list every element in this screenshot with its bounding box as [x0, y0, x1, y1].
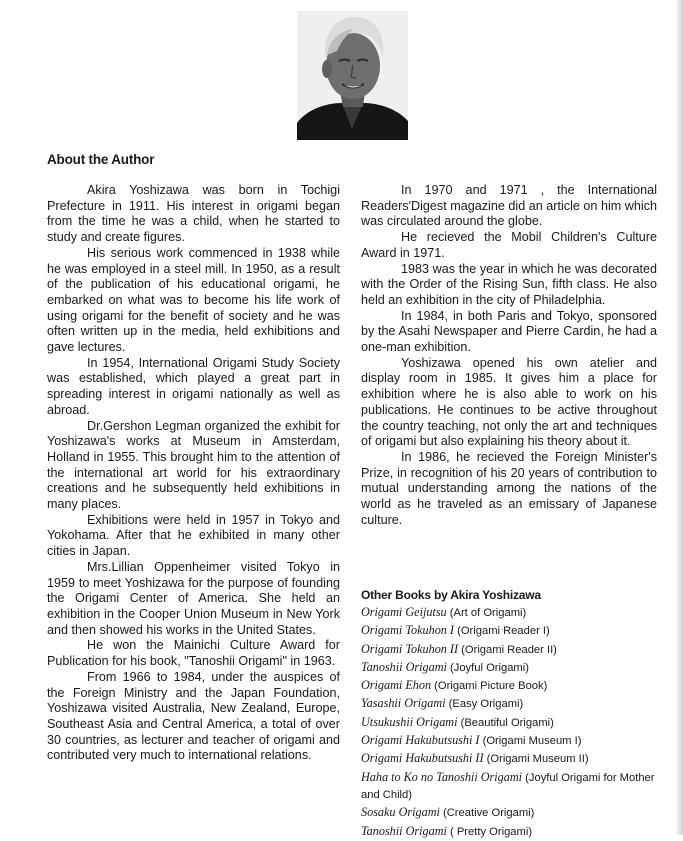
book-list-item — [361, 732, 661, 750]
paragraph: From 1966 to 1984, under the auspices of the Foreign Ministry and the Japan Foundation, Yoshizawa visited Australia, New Zealand, Europe, Southeast Asia and Central America, a total of over 30 countries, as lecturer and teacher of origami and contributed very much to international relations. — [47, 669, 340, 763]
paragraph: Dr.Gershon Legman organized the exhibit for Yoshizawa's works at Museum in Amsterdam, Holland in 1955. This brought him to the attention of the international art world for his extraordinary creations and he subsequently held exhibitions in many places. — [47, 418, 340, 512]
book-list-item — [361, 769, 661, 805]
paragraph: His serious work commenced in 1938 while he was employed in a steel mill. In 1950, as a result of the publication of his educational origami, he embarked on what was to become his life work of using origami for the benefit of society and he was often written up in the media, held exhibitions and gave lectures. — [47, 245, 340, 355]
book-translation: (Origami Museum I) — [479, 735, 582, 748]
paragraph: Akira Yoshizawa was born in Tochigi Prefecture in 1911. His interest in origami began from the time he was a child, when he started to study and create figures. — [47, 183, 340, 245]
paragraph: In 1986, he recieved the Foreign Minister's Prize, in recognition of his 20 years of contribution to mutual understanding among the nations of the world as he traveled as an emissary of Japanese culture. — [361, 449, 657, 527]
author-portrait — [297, 11, 408, 140]
other-books-list — [361, 604, 661, 841]
book-title: Origami Tokuhon II — [361, 641, 459, 656]
paragraph: Mrs.Lillian Oppenheimer visited Tokyo in 1959 to meet Yoshizawa for the purpose of founding the Origami Center of America. She held an exhibition in the Cooper Union Museum in New York and then showed his works in the United States. — [47, 559, 340, 637]
book-title: Tanoshii Origami — [361, 659, 447, 674]
book-translation: (Art of Origami) — [446, 607, 527, 619]
book-list-item — [361, 823, 661, 841]
book-title: Origami Tokuhon I — [361, 623, 454, 638]
book-title: Utsukushii Origami — [361, 714, 458, 729]
left-column — [47, 183, 340, 764]
book-title: Origami Ehon — [361, 678, 432, 693]
right-column — [361, 183, 657, 528]
book-list-item — [361, 641, 661, 659]
book-list-item — [361, 750, 661, 768]
page-edge-shadow — [675, 0, 683, 835]
paragraph: In 1970 and 1971 , the International Readers'Digest magazine did an article on him which was circulated around the globe. — [361, 183, 657, 229]
book-translation: (Joyful Origami for Mother and Child) — [361, 771, 655, 801]
book-list-item — [361, 622, 661, 640]
paragraph: 1983 was the year in which he was decorated with the Order of the Rising Sun, fifth class. He also held an exhibition in the city of Philadelphia. — [361, 261, 657, 307]
book-translation: (Origami Picture Book) — [431, 680, 548, 693]
book-list-item — [361, 804, 661, 822]
book-title: Yasashii Origami — [361, 696, 446, 711]
book-list-item — [361, 714, 661, 732]
book-translation: (Beautiful Origami) — [457, 716, 554, 729]
book-list-item — [361, 659, 661, 677]
book-translation: (Easy Origami) — [445, 698, 524, 711]
book-title: Origami Hakubutsushi II — [361, 751, 484, 766]
book-title: Haha to Ko no Tanoshii Origami — [361, 769, 523, 784]
book-translation: ( Pretty Origami) — [446, 825, 533, 838]
paragraph: In 1954, International Origami Study Society was established, which played a great part in spreading interest in origami nationally as well as abroad. — [47, 355, 340, 417]
author-portrait-image — [297, 11, 408, 140]
book-title: Origami Hakubutsushi I — [361, 733, 480, 748]
book-list-item — [361, 677, 661, 695]
book-title: Origami Geijutsu — [361, 605, 447, 619]
paragraph: Yoshizawa opened his own atelier and display room in 1985. It gives him a place for exhibition where he is also able to work on his publications. He continues to be active throughout the country teaching, not only the art and techniques of origami but also explaining his theory about it. — [361, 355, 657, 449]
paragraph: He recieved the Mobil Children's Culture Award in 1971. — [361, 230, 657, 260]
book-translation: (Joyful Origami) — [446, 661, 529, 674]
book-translation: (Creative Origami) — [439, 807, 535, 820]
paragraph: Exhibitions were held in 1957 in Tokyo and Yokohama. After that he exhibited in many other cities in Japan. — [47, 512, 340, 559]
paragraph: He won the Mainichi Culture Award for Publication for his book, "Tanoshii Origami" in 1963. — [47, 638, 340, 669]
book-list-item — [361, 604, 661, 622]
other-books-heading: Other Books by Akira Yoshizawa — [361, 588, 541, 602]
book-title: Sosaku Origami — [361, 805, 440, 820]
book-translation: (Origami Reader II) — [458, 643, 557, 656]
book-translation: (Origami Reader I) — [454, 625, 550, 638]
book-title: Tanoshii Origami — [361, 823, 447, 838]
about-the-author-heading: About the Author — [47, 152, 155, 167]
book-translation: (Origami Museum II) — [483, 753, 589, 766]
paragraph: In 1984, in both Paris and Tokyo, sponsored by the Asahi Newspaper and Pierre Cardin, he had a one-man exhibition. — [361, 308, 657, 355]
book-list-item — [361, 695, 661, 713]
